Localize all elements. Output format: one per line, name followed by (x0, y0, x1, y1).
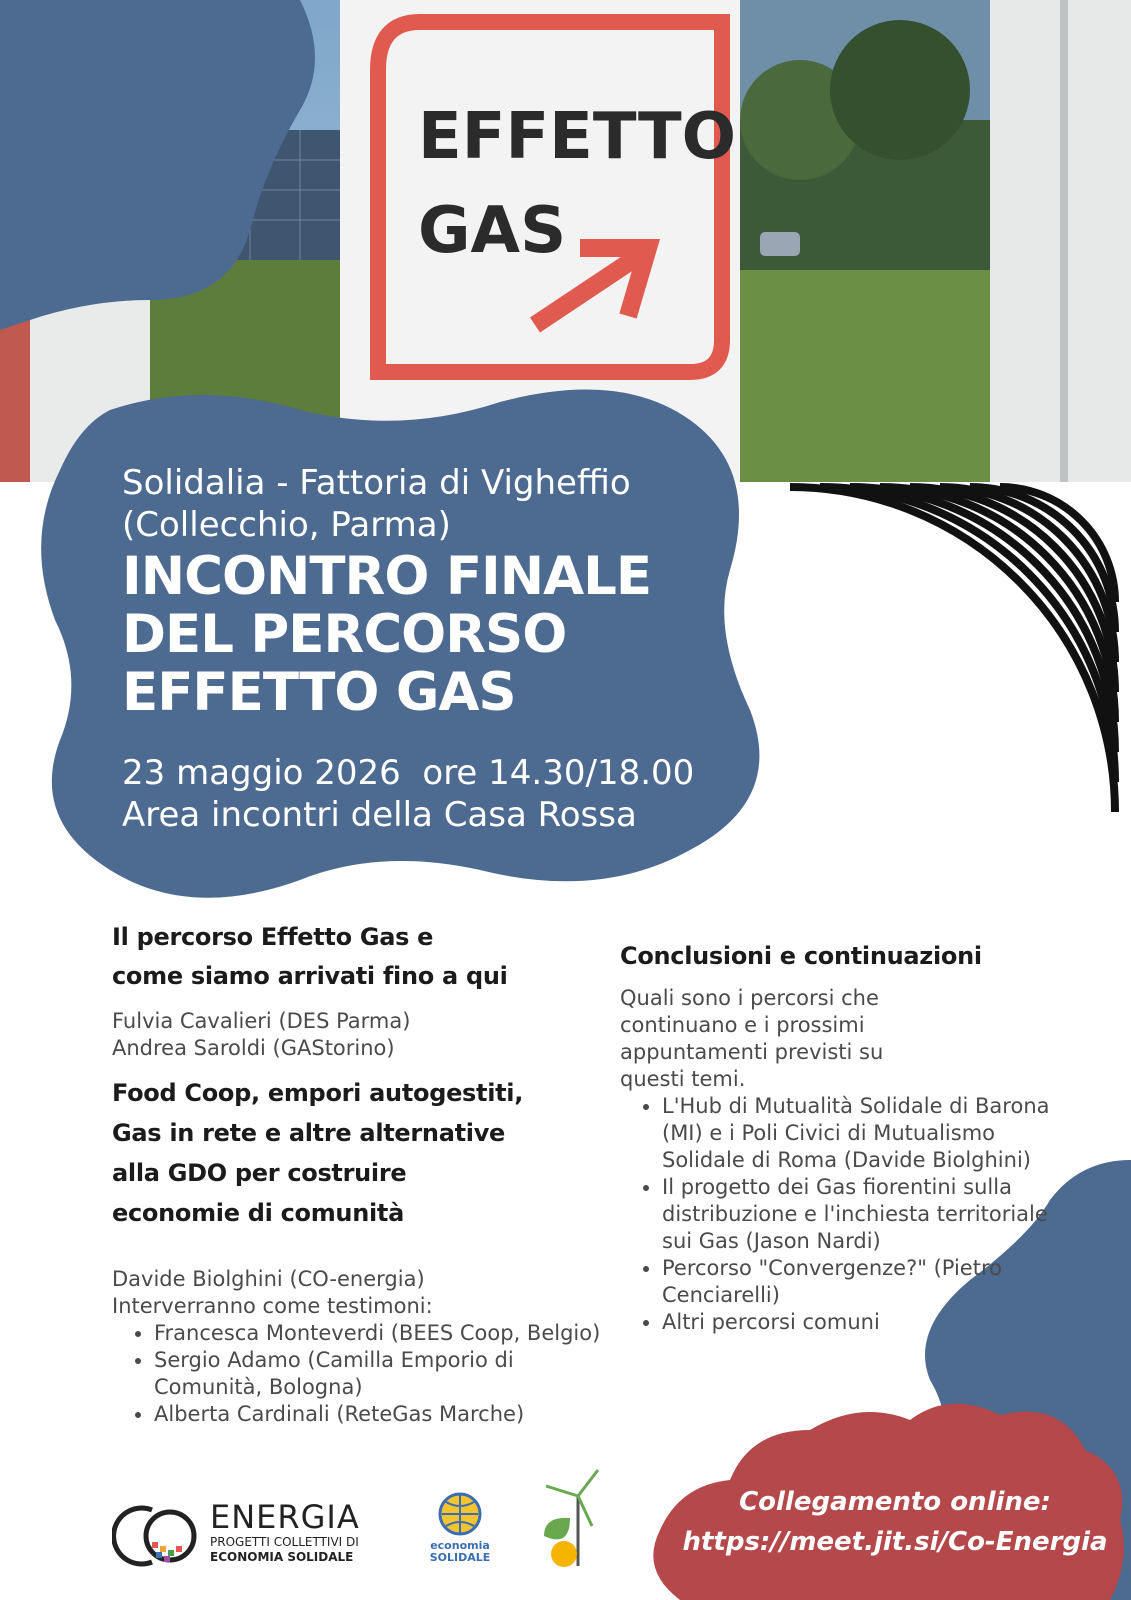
section-percorso-title (112, 918, 572, 996)
conclusioni-list (622, 1093, 1082, 1336)
car (760, 232, 800, 256)
title-line1: INCONTRO FINALE (122, 546, 652, 607)
section-foodcoop-line2: Gas in rete e altre alternative (112, 1119, 506, 1147)
economia-solidale-logo (420, 1490, 500, 1570)
speaker-2: Andrea Saroldi (GAStorino) (112, 1036, 395, 1060)
section-conclusioni-intro: Quali sono i percorsi che continuano e i prossimi appuntamenti previsti su questi temi. (620, 986, 884, 1091)
speaker-biolghini: Davide Biolghini (CO-energia) (112, 1267, 425, 1291)
co-energia-logo (112, 1500, 392, 1570)
sign-text-line1: EFFETTO (418, 100, 737, 174)
wind-turbine-logo-icon (536, 1466, 606, 1570)
section-percorso-speakers (112, 1008, 572, 1062)
section-percorso-line2: come siamo arrivati fino a qui (112, 962, 508, 990)
concentric-arcs-decoration (790, 482, 1131, 812)
online-link[interactable] (660, 1482, 1130, 1562)
logo2-text-line2: SOLIDALE (429, 1551, 491, 1564)
section-foodcoop-speakers (112, 1266, 582, 1320)
logo-sub-line1: PROGETTI COLLETTIVI DI (210, 1535, 359, 1549)
venue-line2: (Collecchio, Parma) (122, 505, 451, 545)
witnesses-list (114, 1320, 614, 1428)
witnesses-intro: Interverranno come testimoni: (112, 1294, 433, 1318)
list-item: • Francesca Monteverdi (BEES Coop, Belgio) (154, 1320, 614, 1347)
list-item: • Altri percorsi comuni (662, 1309, 1082, 1336)
list-item: • Sergio Adamo (Camilla Emporio di Comunità, Bologna) (154, 1347, 614, 1401)
venue-line1: Solidalia - Fattoria di Vigheffio (122, 463, 631, 503)
list-item: • Il progetto dei Gas fiorentini sulla distribuzione e l'inchiesta territoriale sui Gas (Jason Nardi) (662, 1174, 1082, 1255)
section-conclusioni-title: Conclusioni e continuazioni (620, 942, 982, 970)
venue (122, 462, 722, 546)
event-date (122, 752, 762, 836)
list-item: • L'Hub di Mutualità Solidale di Barona (MI) e i Poli Civici di Mutualismo Solidale di Roma (Davide Biolghini) (662, 1093, 1082, 1174)
section-foodcoop-line3: alla GDO per costruire (112, 1159, 407, 1187)
list-item: • Percorso "Convergenze?" (Pietro Cenciarelli) (662, 1255, 1082, 1309)
place-line: Area incontri della Casa Rossa (122, 795, 637, 835)
section-foodcoop-line1: Food Coop, empori autogestiti, (112, 1079, 524, 1107)
list-item: • Alberta Cardinali (ReteGas Marche) (154, 1401, 614, 1428)
speaker-1: Fulvia Cavalieri (DES Parma) (112, 1009, 411, 1033)
page-title (122, 548, 722, 722)
online-link-label: Collegamento online: (739, 1487, 1051, 1517)
title-line2: DEL PERCORSO (122, 604, 567, 665)
section-foodcoop-title (112, 1073, 582, 1233)
sign-text-line2: GAS (418, 194, 567, 268)
online-link-url[interactable]: https://meet.jit.si/Co-Energia (682, 1527, 1108, 1557)
logo-energia-text: ENERGIA (210, 1498, 360, 1536)
section-percorso-line1: Il percorso Effetto Gas e (112, 923, 434, 951)
logo-sub-line2: ECONOMIA SOLIDALE (210, 1550, 354, 1564)
logo2-text-line1: economia (430, 1539, 490, 1552)
section-foodcoop-line4: economie di comunità (112, 1199, 404, 1227)
title-line3: EFFETTO GAS (122, 662, 516, 723)
date-line: 23 maggio 2026 ore 14.30/18.00 (122, 753, 695, 793)
globe-icon (420, 1490, 500, 1546)
